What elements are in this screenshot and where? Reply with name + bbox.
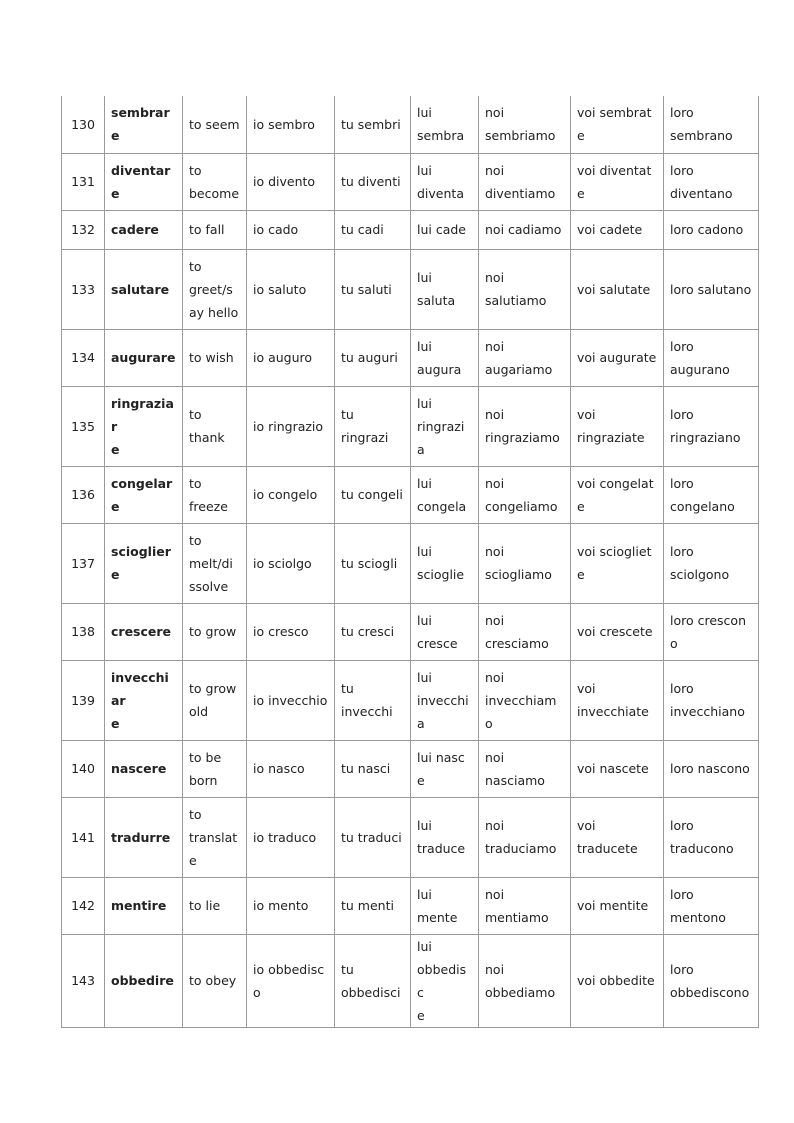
cell-infinitive: salutare	[105, 249, 183, 329]
cell-voi: voi crescete	[571, 603, 664, 660]
cell-io: io saluto	[247, 249, 335, 329]
cell-infinitive: ringraziar e	[105, 386, 183, 466]
cell-num: 131	[62, 153, 105, 210]
cell-num: 136	[62, 466, 105, 523]
cell-io: io ringrazio	[247, 386, 335, 466]
cell-infinitive: nascere	[105, 740, 183, 797]
cell-loro: loro sembrano	[664, 96, 759, 153]
cell-noi: noi mentiamo	[479, 877, 571, 934]
cell-infinitive: tradurre	[105, 797, 183, 877]
cell-io: io obbedisco	[247, 934, 335, 1027]
cell-num: 132	[62, 210, 105, 249]
cell-loro: loro congelano	[664, 466, 759, 523]
cell-noi: noi cadiamo	[479, 210, 571, 249]
cell-io: io cado	[247, 210, 335, 249]
cell-lui: lui ringrazi a	[411, 386, 479, 466]
cell-num: 140	[62, 740, 105, 797]
table-row	[62, 660, 759, 740]
cell-tu: tu menti	[335, 877, 411, 934]
cell-io: io sembro	[247, 96, 335, 153]
cell-lui: lui invecchi a	[411, 660, 479, 740]
cell-tu: tu auguri	[335, 329, 411, 386]
table-row	[62, 153, 759, 210]
cell-noi: noi obbediamo	[479, 934, 571, 1027]
table-row	[62, 934, 759, 1027]
cell-tu: tu saluti	[335, 249, 411, 329]
cell-voi: voi invecchiate	[571, 660, 664, 740]
cell-tu: tu cadi	[335, 210, 411, 249]
cell-lui: lui sembra	[411, 96, 479, 153]
cell-infinitive: augurare	[105, 329, 183, 386]
cell-noi: noi sembriamo	[479, 96, 571, 153]
table-row	[62, 877, 759, 934]
cell-infinitive: cadere	[105, 210, 183, 249]
cell-infinitive: obbedire	[105, 934, 183, 1027]
cell-infinitive: invecchiar e	[105, 660, 183, 740]
cell-voi: voi traducete	[571, 797, 664, 877]
cell-loro: loro augurano	[664, 329, 759, 386]
cell-noi: noi invecchiamo	[479, 660, 571, 740]
cell-tu: tu sembri	[335, 96, 411, 153]
cell-loro: loro invecchiano	[664, 660, 759, 740]
cell-num: 130	[62, 96, 105, 153]
table-row	[62, 329, 759, 386]
cell-io: io invecchio	[247, 660, 335, 740]
cell-tu: tu traduci	[335, 797, 411, 877]
cell-english: to be born	[183, 740, 247, 797]
cell-lui: lui cade	[411, 210, 479, 249]
cell-lui: lui mente	[411, 877, 479, 934]
cell-lui: lui scioglie	[411, 523, 479, 603]
table-row	[62, 96, 759, 153]
cell-infinitive: sembrare	[105, 96, 183, 153]
cell-voi: voi sembrate	[571, 96, 664, 153]
cell-lui: lui obbedisc e	[411, 934, 479, 1027]
cell-noi: noi ringraziamo	[479, 386, 571, 466]
cell-tu: tu ringrazi	[335, 386, 411, 466]
cell-num: 141	[62, 797, 105, 877]
verb-conjugation-table	[61, 96, 759, 1028]
cell-loro: loro crescono	[664, 603, 759, 660]
cell-lui: lui saluta	[411, 249, 479, 329]
cell-tu: tu cresci	[335, 603, 411, 660]
cell-voi: voi ringraziate	[571, 386, 664, 466]
cell-tu: tu nasci	[335, 740, 411, 797]
cell-num: 133	[62, 249, 105, 329]
cell-infinitive: sciogliere	[105, 523, 183, 603]
cell-english: to greet/s ay hello	[183, 249, 247, 329]
cell-noi: noi congeliamo	[479, 466, 571, 523]
cell-num: 139	[62, 660, 105, 740]
cell-english: to become	[183, 153, 247, 210]
cell-loro: loro nascono	[664, 740, 759, 797]
cell-lui: lui cresce	[411, 603, 479, 660]
cell-tu: tu diventi	[335, 153, 411, 210]
cell-infinitive: diventare	[105, 153, 183, 210]
cell-loro: loro obbediscono	[664, 934, 759, 1027]
cell-voi: voi mentite	[571, 877, 664, 934]
table-row	[62, 249, 759, 329]
cell-english: to seem	[183, 96, 247, 153]
cell-loro: loro cadono	[664, 210, 759, 249]
cell-io: io cresco	[247, 603, 335, 660]
cell-voi: voi nascete	[571, 740, 664, 797]
cell-num: 134	[62, 329, 105, 386]
cell-lui: lui diventa	[411, 153, 479, 210]
cell-loro: loro diventano	[664, 153, 759, 210]
cell-noi: noi sciogliamo	[479, 523, 571, 603]
cell-lui: lui traduce	[411, 797, 479, 877]
cell-io: io nasco	[247, 740, 335, 797]
cell-infinitive: congelare	[105, 466, 183, 523]
cell-tu: tu invecchi	[335, 660, 411, 740]
cell-noi: noi nasciamo	[479, 740, 571, 797]
cell-voi: voi salutate	[571, 249, 664, 329]
table-row	[62, 386, 759, 466]
cell-num: 138	[62, 603, 105, 660]
cell-voi: voi diventate	[571, 153, 664, 210]
cell-english: to lie	[183, 877, 247, 934]
cell-english: to thank	[183, 386, 247, 466]
cell-english: to fall	[183, 210, 247, 249]
table-row	[62, 466, 759, 523]
cell-num: 142	[62, 877, 105, 934]
table-row	[62, 523, 759, 603]
cell-loro: loro salutano	[664, 249, 759, 329]
cell-io: io auguro	[247, 329, 335, 386]
cell-english: to grow	[183, 603, 247, 660]
cell-io: io traduco	[247, 797, 335, 877]
cell-noi: noi diventiamo	[479, 153, 571, 210]
table-row	[62, 603, 759, 660]
cell-english: to freeze	[183, 466, 247, 523]
cell-voi: voi congelate	[571, 466, 664, 523]
cell-num: 137	[62, 523, 105, 603]
cell-loro: loro sciolgono	[664, 523, 759, 603]
cell-loro: loro mentono	[664, 877, 759, 934]
cell-infinitive: crescere	[105, 603, 183, 660]
cell-io: io sciolgo	[247, 523, 335, 603]
cell-voi: voi sciogliete	[571, 523, 664, 603]
cell-voi: voi augurate	[571, 329, 664, 386]
cell-noi: noi traduciamo	[479, 797, 571, 877]
cell-english: to melt/di ssolve	[183, 523, 247, 603]
cell-noi: noi cresciamo	[479, 603, 571, 660]
cell-voi: voi cadete	[571, 210, 664, 249]
cell-io: io mento	[247, 877, 335, 934]
cell-loro: loro traducono	[664, 797, 759, 877]
cell-english: to translat e	[183, 797, 247, 877]
cell-loro: loro ringraziano	[664, 386, 759, 466]
cell-lui: lui congela	[411, 466, 479, 523]
table-row	[62, 210, 759, 249]
cell-lui: lui nasce	[411, 740, 479, 797]
cell-english: to grow old	[183, 660, 247, 740]
cell-english: to wish	[183, 329, 247, 386]
cell-tu: tu congeli	[335, 466, 411, 523]
cell-english: to obey	[183, 934, 247, 1027]
cell-lui: lui augura	[411, 329, 479, 386]
table-row	[62, 797, 759, 877]
table-body	[62, 96, 759, 1027]
cell-tu: tu sciogli	[335, 523, 411, 603]
cell-io: io congelo	[247, 466, 335, 523]
cell-io: io divento	[247, 153, 335, 210]
cell-num: 135	[62, 386, 105, 466]
table-row	[62, 740, 759, 797]
cell-noi: noi salutiamo	[479, 249, 571, 329]
cell-tu: tu obbedisci	[335, 934, 411, 1027]
cell-infinitive: mentire	[105, 877, 183, 934]
cell-voi: voi obbedite	[571, 934, 664, 1027]
cell-num: 143	[62, 934, 105, 1027]
cell-noi: noi augariamo	[479, 329, 571, 386]
